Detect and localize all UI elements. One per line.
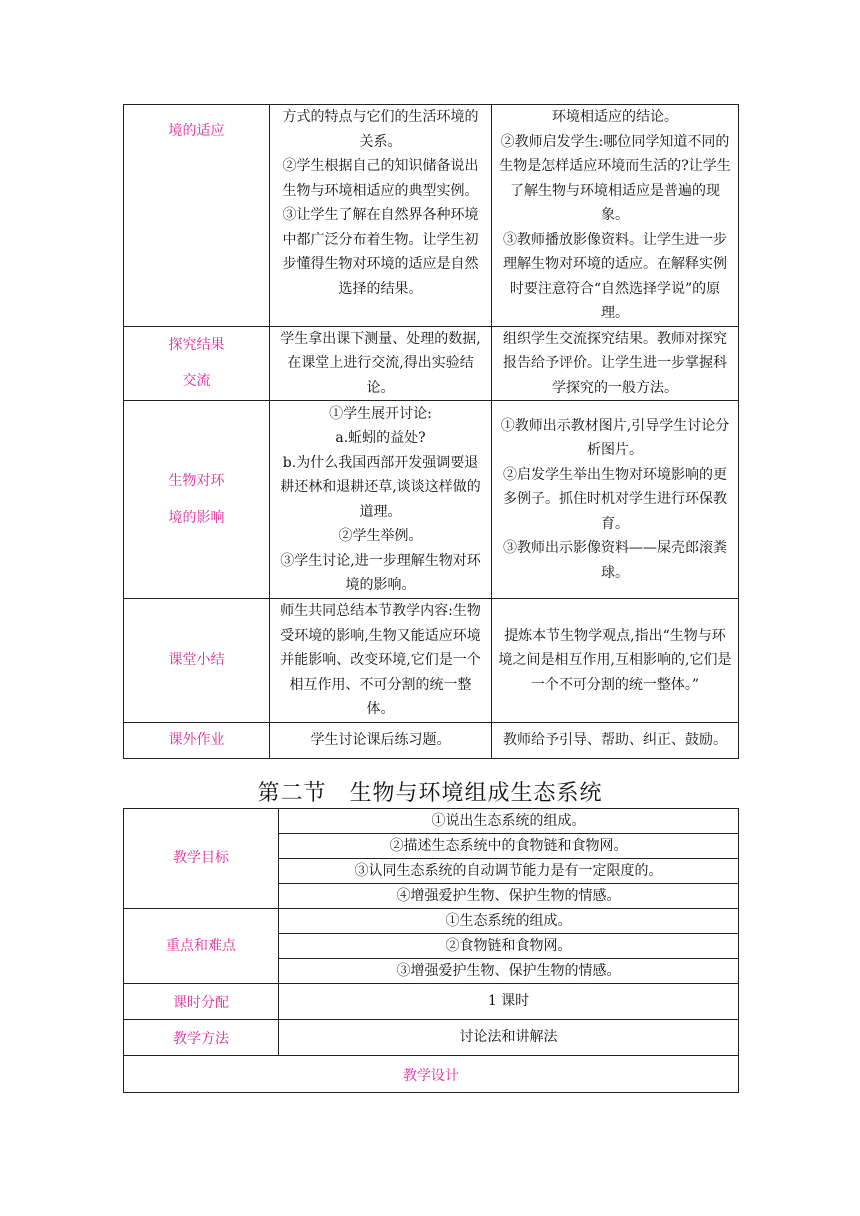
table-row [124, 1020, 739, 1056]
hours-value: 1 课时 [279, 984, 739, 1020]
row-label: 生物对环 境的影响 [124, 401, 270, 599]
key-point-item: ②食物链和食物网。 [279, 934, 739, 959]
row-label: 探究结果 交流 [124, 326, 270, 401]
table-row [124, 909, 739, 934]
hours-label: 课时分配 [124, 984, 279, 1020]
table-row [124, 105, 739, 327]
table-row [124, 984, 739, 1020]
row-label: 境的适应 [124, 105, 270, 327]
key-points-label: 重点和难点 [124, 909, 279, 984]
student-activity: 师生共同总结本节教学内容:生物受环境的影响,生物又能适应环境并能影响、改变环境,它们是一个相互作用、不可分割的统一整体。 [270, 599, 492, 723]
objective-item: ④增强爱护生物、保护生物的情感。 [279, 884, 739, 909]
lesson-plan-table [123, 808, 739, 1093]
key-point-item: ①生态系统的组成。 [279, 909, 739, 934]
teacher-activity: ①教师出示教材图片,引导学生讨论分析图片。 ②启发学生举出生物对环境影响的更多例子。抓住时机对学生进行环保教育。 ③教师出示影像资料——屎壳郎滚粪球。 [492, 401, 739, 599]
teacher-activity: 组织学生交流探究结果。教师对探究报告给予评价。让学生进一步掌握科学探究的一般方法。 [492, 326, 739, 401]
table-row [124, 722, 739, 758]
objective-item: ①说出生态系统的组成。 [279, 809, 739, 834]
teacher-activity: 环境相适应的结论。 ②教师启发学生:哪位同学知道不同的生物是怎样适应环境而生活的?让学生了解生物与环境相适应是普遍的现象。 ③教师播放影像资料。让学生进一步理解生物对环境的适应。在解释实例时要注意符合“自然选择学说”的原理。 [492, 105, 739, 327]
teacher-activity: 提炼本节生物学观点,指出“生物与环境之间是相互作用,互相影响的,它们是一个不可分割的统一整体。” [492, 599, 739, 723]
table-row [124, 809, 739, 834]
student-activity: ①学生展开讨论: a.蚯蚓的益处? b.为什么我国西部开发强调要退耕还林和退耕还草,谈谈这样做的道理。 ②学生举例。 ③学生讨论,进一步理解生物对环境的影响。 [270, 401, 492, 599]
table-row [124, 326, 739, 401]
table-row [124, 401, 739, 599]
objective-item: ③认同生态系统的自动调节能力是有一定限度的。 [279, 859, 739, 884]
student-activity: 学生拿出课下测量、处理的数据,在课堂上进行交流,得出实验结论。 [270, 326, 492, 401]
method-label: 教学方法 [124, 1020, 279, 1056]
row-label: 课堂小结 [124, 599, 270, 723]
objectives-label: 教学目标 [124, 809, 279, 909]
student-activity: 方式的特点与它们的生活环境的关系。 ②学生根据自己的知识储备说出生物与环境相适应的典型实例。 ③让学生了解在自然界各种环境中都广泛分布着生物。让学生初步懂得生物对环境的适应是自然选择的结果。 [270, 105, 492, 327]
key-point-item: ③增强爱护生物、保护生物的情感。 [279, 959, 739, 984]
design-label: 教学设计 [124, 1056, 739, 1093]
row-label: 课外作业 [124, 722, 270, 758]
method-value: 讨论法和讲解法 [279, 1020, 739, 1056]
teacher-activity: 教师给予引导、帮助、纠正、鼓励。 [492, 722, 739, 758]
student-activity: 学生讨论课后练习题。 [270, 722, 492, 758]
lesson-activity-table [123, 104, 739, 759]
table-row [124, 1056, 739, 1093]
section-title: 第二节 生物与环境组成生态系统 [257, 781, 603, 806]
table-row [124, 599, 739, 723]
objective-item: ②描述生态系统中的食物链和食物网。 [279, 834, 739, 859]
